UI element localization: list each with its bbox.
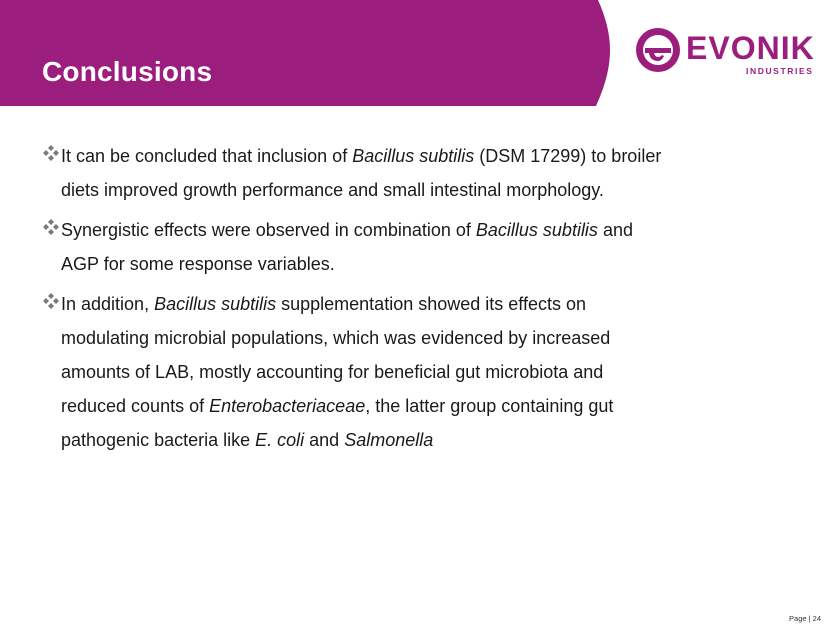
italic-text: Enterobacteriaceae: [209, 396, 366, 416]
italic-text: Bacillus subtilis: [475, 220, 598, 240]
bullet-item: [42, 213, 742, 281]
evonik-logo-mark-icon: [634, 26, 682, 74]
bullet-line: [61, 389, 742, 423]
text-run: and: [304, 430, 345, 450]
evonik-logo: [632, 26, 822, 78]
bullet-line: [61, 287, 742, 321]
page-number: Page | 24: [789, 614, 821, 623]
text-run: AGP for some response variables.: [61, 254, 335, 274]
italic-text: Bacillus subtilis: [352, 146, 475, 166]
bullet-item: [42, 139, 742, 207]
text-run: It can be concluded that inclusion of: [61, 146, 353, 166]
header-band-shape: [0, 0, 610, 106]
bullet-line: [61, 139, 742, 173]
italic-text: E. coli: [255, 430, 305, 450]
bullet-line: [61, 247, 742, 281]
bullet-item: [42, 287, 742, 457]
logo-subtitle: INDUSTRIES: [746, 66, 814, 76]
logo-wordmark: EVONIK: [686, 30, 815, 66]
diamond-bullet-icon: [43, 293, 59, 309]
italic-text: Bacillus subtilis: [154, 294, 277, 314]
diamond-bullet-icon: [43, 145, 59, 161]
text-run: supplementation showed its effects on: [276, 294, 586, 314]
bullet-line: [61, 173, 742, 207]
text-run: (DSM 17299) to broiler: [474, 146, 662, 166]
text-run: Synergistic effects were observed in combination of: [61, 220, 476, 240]
bullet-line: [61, 423, 742, 457]
text-run: amounts of LAB, mostly accounting for beneficial gut microbiota and: [61, 362, 604, 382]
text-run: reduced counts of: [61, 396, 210, 416]
diamond-bullet-icon: [43, 219, 59, 235]
italic-text: Salmonella: [344, 430, 434, 450]
text-run: , the latter group containing gut: [365, 396, 614, 416]
bullet-line: [61, 355, 742, 389]
bullet-line: [61, 321, 742, 355]
bullet-list: [42, 139, 742, 463]
text-run: pathogenic bacteria like: [61, 430, 256, 450]
page-title: Conclusions: [42, 56, 213, 87]
bullet-line: [61, 213, 742, 247]
text-run: and: [597, 220, 633, 240]
text-run: modulating microbial populations, which was evidenced by increased: [61, 328, 611, 348]
text-run: diets improved growth performance and small intestinal morphology.: [61, 180, 604, 200]
text-run: In addition,: [61, 294, 155, 314]
